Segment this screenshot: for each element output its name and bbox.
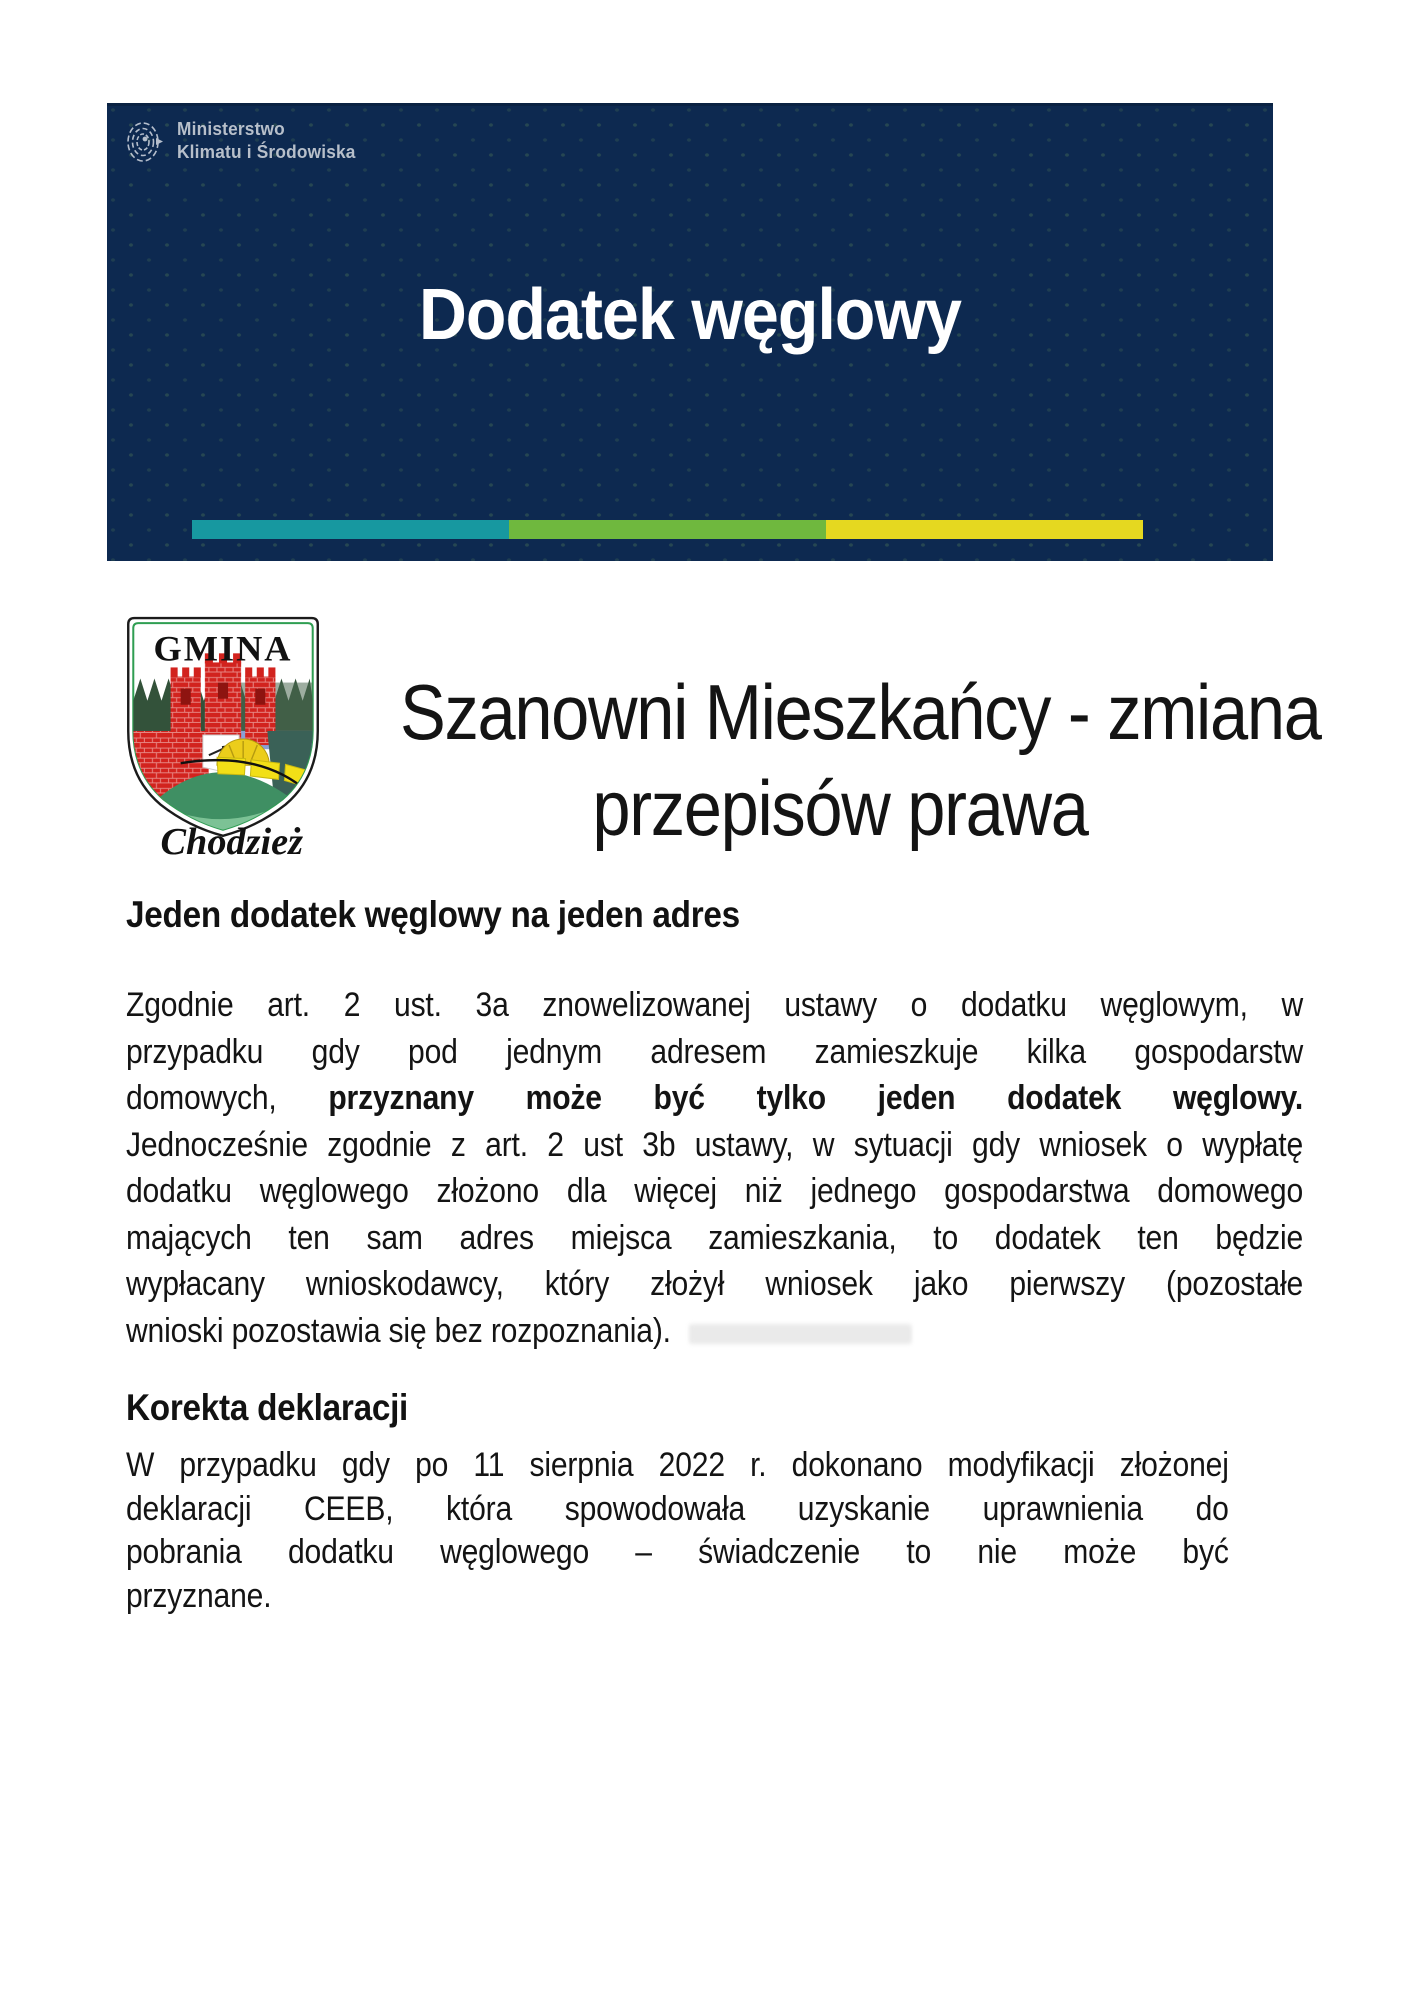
paragraph-line-bold: przyznany może być tylko jeden dodatek węglowy. xyxy=(328,1079,1304,1117)
ministry-name xyxy=(177,118,356,164)
crest-gmina-label: GMINA xyxy=(153,628,293,669)
section1-paragraph xyxy=(126,982,1303,1354)
paragraph-line: Jednocześnie zgodnie z art. 2 ust 3b ustawy, w sytuacji gdy wniosek o wypłatę xyxy=(126,1125,1304,1164)
paragraph-line: przypadku gdy pod jednym adresem zamieszkuje kilka gospodarstw xyxy=(126,1032,1304,1071)
section2-paragraph xyxy=(126,1444,1229,1618)
page-title-line2: przepisów prawa xyxy=(592,764,1088,852)
crest-shield-icon xyxy=(116,612,330,862)
crest-city-label: Chodzież xyxy=(160,820,304,863)
paragraph-line: W przypadku gdy po 11 sierpnia 2022 r. dokonano modyfikacji złożonej xyxy=(126,1446,1229,1484)
gmina-chodziez-crest xyxy=(116,612,330,862)
paragraph-line: przyznane. xyxy=(126,1576,272,1615)
page-title xyxy=(400,664,1321,856)
paragraph-line: mających ten sam adres miejsca zamieszkania, to dodatek ten będzie xyxy=(126,1218,1304,1257)
paragraph-line-normal: domowych, xyxy=(126,1079,277,1117)
paragraph-line: pobrania dodatku węglowego – świadczenie to nie może być xyxy=(126,1533,1229,1571)
ministry-logo xyxy=(123,118,363,166)
ministry-name-line2: Klimatu i Środowiska xyxy=(177,142,356,162)
ministry-banner xyxy=(107,103,1273,561)
stripe-yellow-segment xyxy=(826,520,1143,539)
paragraph-line: deklaracji CEEB, która spowodowała uzyskanie uprawnienia do xyxy=(126,1489,1229,1528)
paragraph-line xyxy=(126,1308,1303,1355)
paragraph-line: wypłacany wnioskodawcy, który złożył wniosek jako pierwszy (pozostałe xyxy=(126,1265,1304,1303)
paragraph-line xyxy=(126,1075,1303,1122)
paragraph-line: dodatku węglowego złożono dla więcej niż jednego gospodarstwa domowego xyxy=(126,1172,1304,1210)
paragraph-line-text: wnioski pozostawia się bez rozpoznania). xyxy=(126,1311,671,1350)
section2-heading: Korekta deklaracji xyxy=(126,1387,409,1428)
color-stripe xyxy=(192,520,1143,539)
section1-heading: Jeden dodatek węglowy na jeden adres xyxy=(126,894,740,935)
ministry-name-line1: Ministerstwo xyxy=(177,119,285,139)
ministry-eagle-icon xyxy=(123,118,167,166)
paragraph-line: Zgodnie art. 2 ust. 3a znowelizowanej ustawy o dodatku węglowym, w xyxy=(126,986,1304,1024)
stripe-teal-segment xyxy=(192,520,509,539)
stripe-green-segment xyxy=(509,520,826,539)
faded-text-artifact xyxy=(689,1324,912,1344)
banner-title: Dodatek węglowy xyxy=(419,275,961,355)
page-title-line1: Szanowni Mieszkańcy - zmiana xyxy=(400,668,1321,756)
